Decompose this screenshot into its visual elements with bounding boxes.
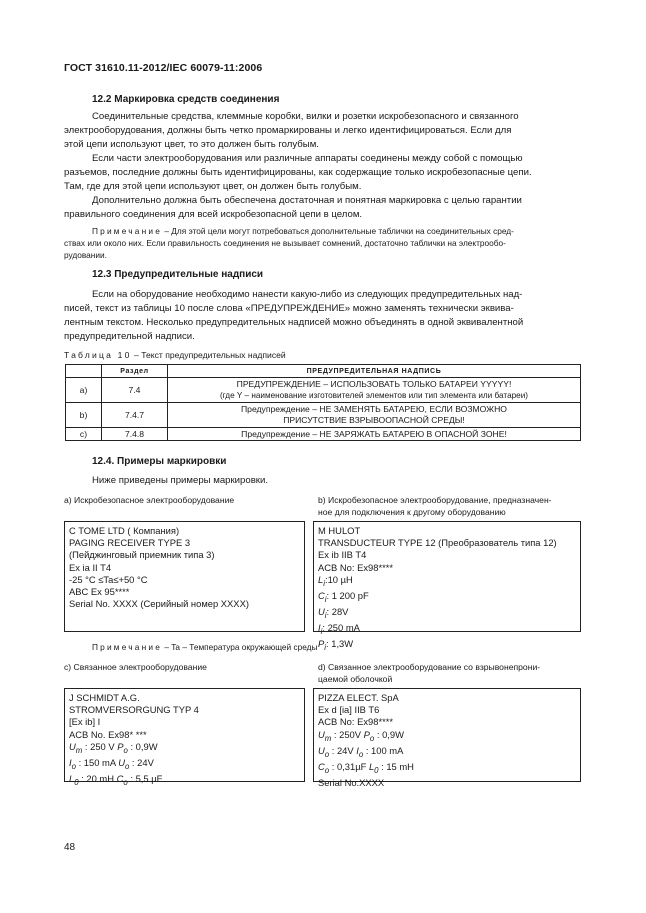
row-section: 7.4.8: [102, 428, 168, 441]
marking-line: ABC Ex 95****: [69, 586, 130, 598]
example-b-label-line1: b) Искробезопасное электрооборудование, предназначен-: [318, 495, 552, 505]
row-item: b): [66, 403, 102, 428]
note-label: Примечание: [92, 642, 163, 652]
row-warning: Предупреждение – НЕ ЗАРЯЖАТЬ БАТАРЕЮ В ОПАСНОЙ ЗОНЕ!: [168, 428, 581, 441]
paragraph-12-2-2-line1: Если части электрооборудования или различные аппараты соединены между собой с помощью: [92, 153, 523, 164]
param-subscript: i: [324, 643, 327, 652]
param-subscript: o: [369, 733, 375, 743]
marking-line: PIZZA ELECT. SpA: [318, 692, 399, 703]
param-symbol: L: [368, 760, 375, 772]
param-symbol: U: [318, 744, 325, 756]
paragraph-12-3-line1: Если на оборудование необходимо нанести какую-либо из следующих предупредительных над-: [92, 289, 523, 300]
param-symbol: I: [356, 744, 359, 756]
row-section: 7.4.7: [102, 403, 168, 428]
param-subscript: i: [320, 626, 323, 636]
param-subscript: m: [75, 745, 83, 755]
param-value: :10 µH: [324, 573, 353, 585]
marking-line: Ex ia II T4: [69, 561, 112, 573]
row-item: c): [66, 428, 102, 441]
header-section: Раздел: [102, 365, 168, 378]
section-12-3-title: 12.3 Предупредительные надписи: [92, 269, 264, 280]
param-symbol: U: [318, 728, 325, 740]
paragraph-12-3-line4: предупредительной надписи.: [64, 331, 195, 342]
example-c-label: c) Связанное электрооборудование: [64, 662, 207, 672]
paragraph-12-2-3-line1: Дополнительно должна быть обеспечена достаточная и понятная маркировка с целью гарантии: [92, 195, 522, 206]
row-warning: [168, 403, 581, 428]
marking-line: [318, 745, 576, 761]
warning-line1: Предупреждение – НЕ ЗАМЕНЯТЬ БАТАРЕЮ, ЕСЛИ ВОЗМОЖНО: [240, 404, 507, 414]
warning-line2: (где Y – наименование изготовителей элементов или тип элемента или батареи): [219, 391, 529, 400]
param-value: : 250 mA: [322, 622, 360, 634]
example-d-label-line2: цаемой оболочкой: [318, 674, 393, 684]
param-subscript: o: [124, 761, 130, 771]
param-subscript: i: [324, 594, 327, 604]
row-warning: [168, 378, 581, 403]
marking-line: C TOME LTD ( Компания): [69, 525, 180, 536]
page-number: 48: [64, 842, 76, 853]
marking-line: [318, 622, 576, 638]
section-12-2-title: 12.2 Маркировка средств соединения: [92, 94, 280, 105]
param-value: : 0,31µF: [329, 760, 369, 772]
paragraph-12-3-line2: писей, текст из таблицы 10 после слова «ПРЕДУПРЕЖДЕНИЕ» можно заменять технически эквива-: [64, 303, 514, 314]
note-12-4: [92, 642, 581, 654]
marking-line: J SCHMIDT A.G.: [69, 692, 140, 703]
marking-line: -25 °C ≤Ta≤+50 °C: [69, 573, 148, 585]
note-label: Примечание: [92, 226, 163, 236]
param-value: : 20 mH: [78, 772, 117, 784]
param-value: : 15 mH: [378, 760, 414, 772]
paragraph-12-2-2-line2: разъемов, последние должны быть идентифицированы, как содержащие только искробезопасные цепи.: [64, 167, 532, 178]
marking-line: M HULOT: [318, 525, 361, 536]
table-caption-label: Таблица 10: [64, 350, 132, 360]
paragraph-12-3-line3: лентным текстом. Несколько предупредительных надписей можно объединять в одной эквивалентной: [64, 317, 524, 328]
param-value: : 0,9W: [374, 728, 404, 740]
table-caption-text: – Текст предупредительных надписей: [131, 350, 286, 360]
note-12-2-line1: [92, 226, 581, 238]
example-a-label: a) Искробезопасное электрооборудование: [64, 495, 235, 505]
table-header-row: [66, 365, 581, 378]
param-subscript: o: [358, 749, 364, 759]
param-subscript: o: [123, 777, 128, 787]
param-symbol: I: [69, 756, 72, 768]
paragraph-12-2-2-line3: Там, где для этой цепи используют цвет, он должен быть голубым.: [64, 181, 362, 192]
param-value: : 1,3W: [326, 638, 354, 650]
document-header: ГОСТ 31610.11-2012/IEC 60079-11:2006: [64, 62, 263, 74]
marking-line: [69, 757, 300, 773]
header-item: [66, 365, 102, 378]
table-row: [66, 403, 581, 428]
marking-line: [318, 761, 576, 777]
param-value: : 24V: [329, 744, 357, 756]
marking-box-c: [64, 688, 305, 787]
note-12-2-line2: ствах или около них. Если правильность соединения не вызывает сомнений, достаточно таблички на электрообо-: [64, 238, 506, 248]
note-text: – Для этой цели могут потребоваться дополнительные таблички на соединительных сред-: [162, 226, 514, 236]
param-value: : 100 mA: [363, 744, 404, 756]
marking-line: [Ex ib] I: [69, 716, 101, 728]
param-symbol: P: [117, 740, 124, 752]
param-value: : 150 mA: [75, 756, 119, 768]
marking-line: ACB No: Ex98****: [318, 561, 394, 573]
table-row: [66, 378, 581, 403]
param-subscript: m: [324, 733, 332, 743]
table-caption: [64, 350, 286, 360]
marking-line: [318, 590, 576, 606]
marking-line: Serial No. XXXX (Серийный номер XXXX): [69, 598, 249, 610]
warning-line2: ПРИСУТСТВИЕ ВЗРЫВООПАСНОЙ СРЕДЫ!: [283, 415, 465, 425]
marking-box-d: [313, 688, 581, 788]
param-symbol: L: [318, 573, 324, 585]
param-subscript: 0: [74, 777, 79, 787]
param-symbol: U: [118, 756, 125, 768]
param-symbol: C: [318, 760, 325, 772]
paragraph-12-2-1-line1: Соединительные средства, клеммные коробки, вилки и розетки искробезопасного и связанного: [92, 111, 519, 122]
row-item: a): [66, 378, 102, 403]
param-value: : 250V: [331, 728, 364, 740]
marking-line: Serial No.XXXX: [318, 776, 385, 788]
paragraph-12-2-3-line2: правильного соединения для всей искробезопасной цепи в целом.: [64, 209, 363, 220]
param-symbol: I: [318, 622, 321, 634]
section-12-4-title: 12.4. Примеры маркировки: [92, 456, 227, 467]
param-value: : 28V: [326, 605, 349, 617]
param-value: : 0,9W: [127, 740, 158, 752]
param-value: : 250 V: [82, 740, 118, 752]
example-d-label-line1: d) Связанное электрооборудование со взрывонепрони-: [318, 662, 541, 672]
example-b-label-line2: ное для подключения к другому оборудованию: [318, 507, 506, 517]
marking-box-b: [313, 521, 581, 652]
param-symbol: C: [116, 772, 124, 784]
marking-box-a: [64, 521, 305, 632]
param-subscript: o: [123, 745, 128, 755]
marking-line: [318, 606, 576, 622]
marking-line: [69, 773, 300, 789]
note-12-2-line3: рудовании.: [64, 250, 107, 260]
param-symbol: U: [69, 740, 76, 752]
param-subscript: o: [71, 761, 76, 771]
marking-line: Ex ib IIB T4: [318, 549, 367, 561]
row-section: 7.4: [102, 378, 168, 403]
param-subscript: i: [323, 578, 325, 588]
marking-line: TRANSDUCTEUR TYPE 12 (Преобразователь типа 12): [318, 537, 557, 549]
param-value: : 5,5 µF: [127, 772, 163, 784]
warning-line1: ПРЕДУПРЕЖДЕНИЕ – ИСПОЛЬЗОВАТЬ ТОЛЬКО БАТАРЕИ YYYYY!: [236, 379, 512, 389]
marking-line: [318, 574, 576, 590]
param-subscript: i: [324, 610, 327, 620]
param-symbol: U: [318, 605, 325, 617]
param-subscript: o: [324, 765, 330, 775]
param-symbol: L: [69, 772, 75, 784]
warnings-table: [65, 364, 581, 441]
marking-line: ACB No: Ex98****: [318, 716, 394, 728]
paragraph-12-2-1-line2: электрооборудования, должны быть четко промаркированы и легко идентифицироваться. Если для: [64, 125, 512, 136]
marking-line: STROMVERSORGUNG TYP 4: [69, 704, 199, 716]
param-symbol: P: [318, 638, 325, 650]
marking-line: PAGING RECEIVER TYPE 3: [69, 537, 191, 549]
note-text: – Ta – Температура окружающей среды: [162, 642, 318, 652]
param-symbol: P: [363, 728, 370, 740]
examples-intro: Ниже приведены примеры маркировки.: [92, 475, 269, 486]
marking-line: [69, 741, 300, 757]
param-subscript: 0: [374, 765, 379, 775]
param-symbol: C: [318, 589, 325, 601]
marking-line: (Пейджинговый приемник типа 3): [69, 549, 215, 561]
marking-line: Ex d [ia] IIB T6: [318, 704, 380, 716]
param-value: : 1 200 pF: [326, 589, 369, 601]
param-subscript: o: [324, 749, 330, 759]
header-warning-text: ПРЕДУПРЕДИТЕЛЬНАЯ НАДПИСЬ: [168, 365, 581, 378]
paragraph-12-2-1-line3: этой цепи используют цвет, то это должен быть голубым.: [64, 139, 319, 150]
marking-line: ACB No. Ex98* ***: [69, 728, 147, 740]
table-row: [66, 428, 581, 441]
param-value: : 24V: [129, 756, 154, 768]
marking-line: [318, 729, 576, 745]
